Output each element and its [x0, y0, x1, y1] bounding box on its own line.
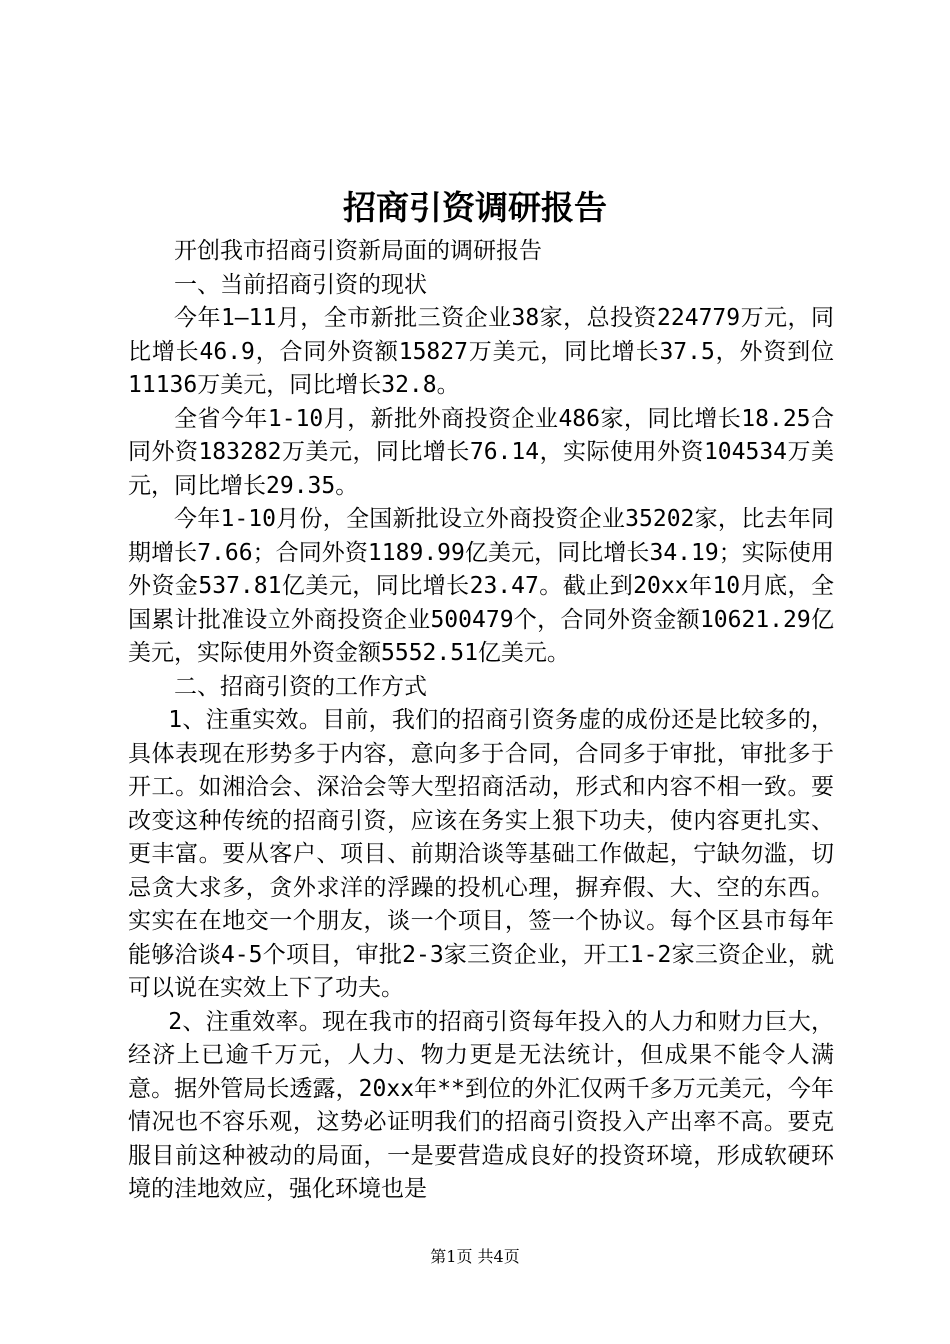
body-paragraph: 1、注重实效。目前，我们的招商引资务虚的成份还是比较多的，具体表现在形势多于内容，意向多于合同，合同多于审批，审批多于开工。如湘洽会、深洽会等大型招商活动，形式和内容不相一致。要改变这种传统的招商引资，应该在务实上狠下功夫，使内容更扎实、更丰富。要从客户、项目、前期洽谈等基础工作做起，宁缺勿滥，切忌贪大求多，贪外求洋的浮躁的投机心理，摒弃假、大、空的东西。实实在在地交一个朋友，谈一个项目，签一个协议。每个区县市每年能够洽谈4-5个项目，审批2-3家三资企业，开工1-2家三资企业，就可以说在实效上下了功夫。 [128, 707, 834, 1001]
body-paragraph: 今年1-10月份，全国新批设立外商投资企业35202家，比去年同期增长7.66；合同外资1189.99亿美元，同比增长34.19；实际使用外资金537.81亿美元，同比增长23.47。截止到20xx年10月底，全国累计批准设立外商投资企业500479个，合同外资金额10621.29亿美元，实际使用外资金额5552.51亿美元。 [128, 506, 834, 666]
document-title: 招商引资调研报告 [343, 188, 607, 227]
body-paragraph: 今年1—11月，全市新批三资企业38家，总投资224779万元，同比增长46.9，合同外资额15827万美元，同比增长37.5，外资到位11136万美元，同比增长32.8。 [128, 305, 834, 398]
body-paragraph: 2、注重效率。现在我市的招商引资每年投入的人力和财力巨大，经济上已逾千万元，人力、物力更是无法统计，但成果不能令人满意。据外管局长透露，20xx年**到位的外汇仅两千多万元美元，今年情况也不容乐观，这势必证明我们的招商引资投入产出率不高。要克服目前这种被动的局面，一是要营造成良好的投资环境，形成软硬环境的洼地效应，强化环境也是 [128, 1008, 834, 1202]
section-heading: 二、招商引资的工作方式 [174, 673, 427, 700]
document-body [128, 235, 834, 1207]
body-paragraph: 全省今年1-10月，新批外商投资企业486家，同比增长18.25合同外资183282万美元，同比增长76.14，实际使用外资104534万美元，同比增长29.35。 [128, 405, 834, 499]
page-footer: 第1页 共4页 [430, 1247, 520, 1266]
subtitle-paragraph: 开创我市招商引资新局面的调研报告 [174, 238, 542, 264]
section-heading: 一、当前招商引资的现状 [174, 271, 427, 298]
